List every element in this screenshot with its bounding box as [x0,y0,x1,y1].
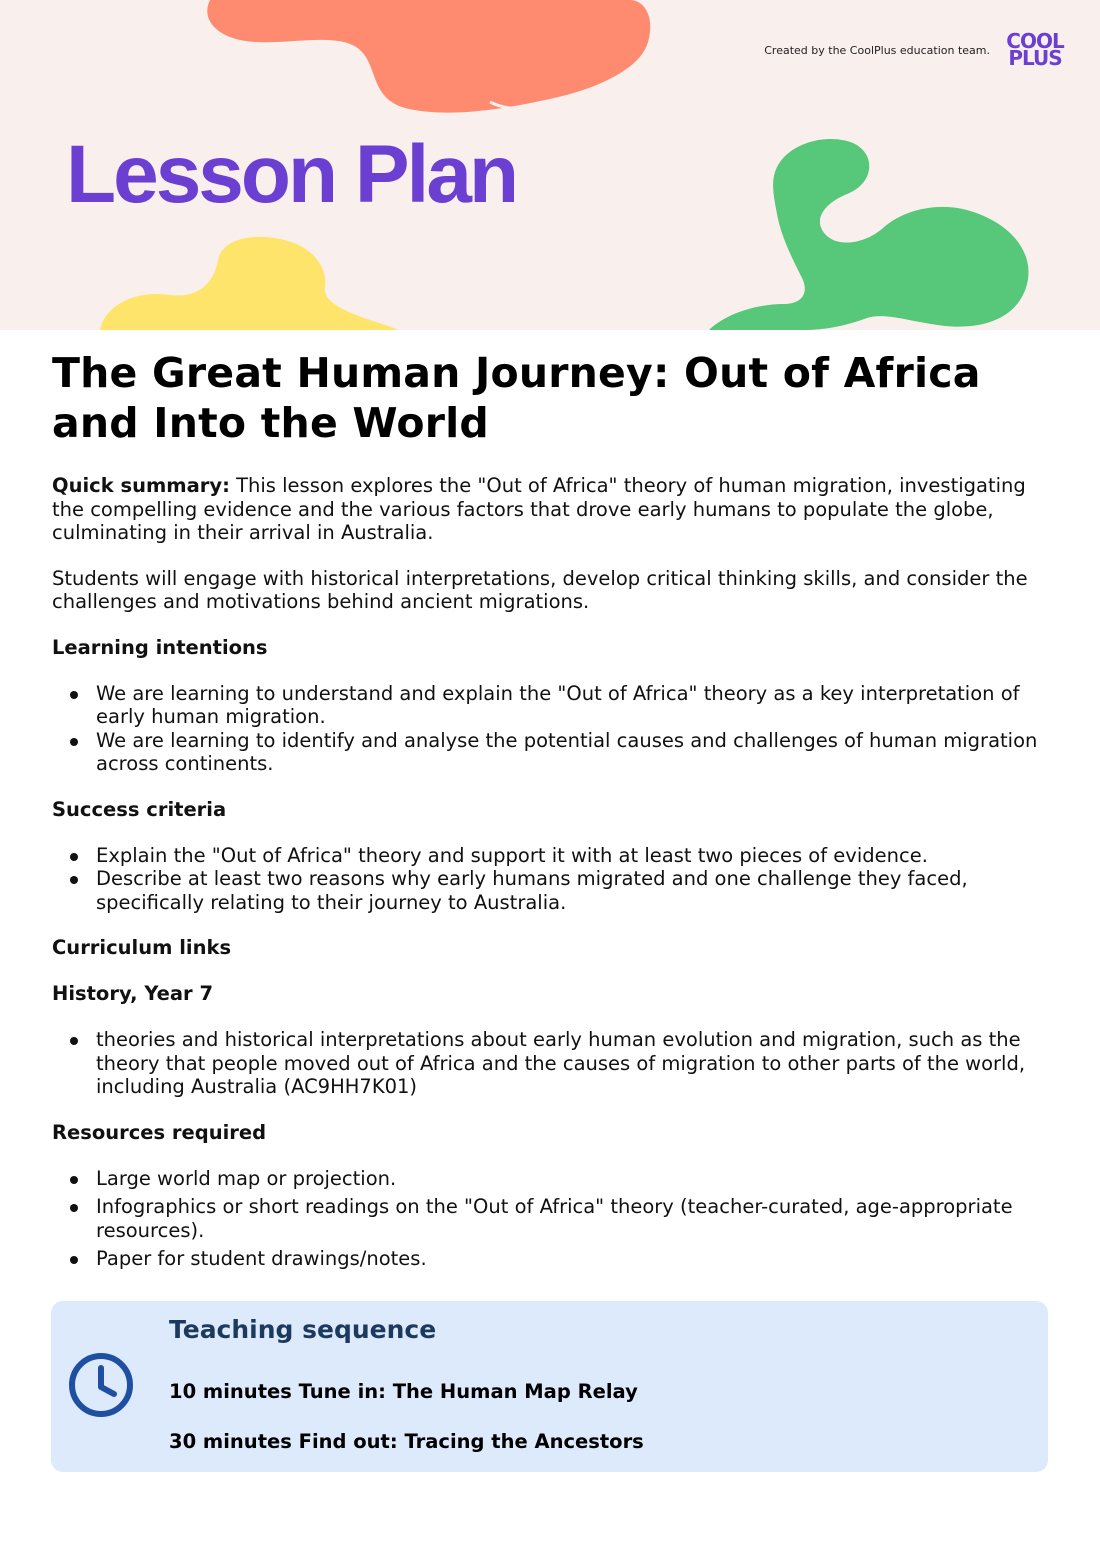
green-paint-blob [705,132,1040,330]
list-item: Infographics or short readings on the "Out of Africa" theory (teacher-curated, age-appropriate resources). [52,1195,1052,1242]
list-item: Explain the "Out of Africa" theory and support it with at least two pieces of evidence. [52,844,1052,868]
teaching-sequence-box [51,1301,1048,1472]
curriculum-links-heading: Curriculum links [52,936,232,959]
coolplus-logo [1003,29,1067,70]
header-banner [0,0,1100,330]
list-item: We are learning to identify and analyse the potential causes and challenges of human migration across continents. [52,729,1052,776]
summary-paragraph: Students will engage with historical interpretations, develop critical thinking skills, and consider the challenges and motivations behind ancient migrations. [52,566,1028,613]
lesson-title: The Great Human Journey: Out of Africa and Into the World [52,349,981,447]
lesson-content [52,348,1052,1276]
list-item: theories and historical interpretations about early human evolution and migration, such as the theory that people moved out of Africa and the causes of migration to other parts of the world, including Australia (AC9HH7K01) [52,1028,1052,1099]
resources-heading: Resources required [52,1120,267,1144]
quick-summary-label: Quick summary: [52,474,230,497]
yellow-paint-blob [100,235,400,330]
success-criteria-list [52,844,1052,915]
list-item: We are learning to understand and explain the "Out of Africa" theory as a key interpretation of early human migration. [52,682,1052,729]
teaching-step-1: 10 minutes Tune in: The Human Map Relay [169,1380,638,1403]
orange-paint-blob [200,0,660,120]
resources-list [52,1167,1052,1271]
learning-intentions-heading: Learning intentions [52,635,268,659]
quick-summary-text: This lesson explores the "Out of Africa" theory of human migration, investigating the compelling evidence and the various factors that drove early humans to populate the globe, culminating in their arrival in Australia. [52,474,1026,544]
teaching-sequence-title: Teaching sequence [169,1315,437,1344]
clock-icon [67,1351,135,1419]
list-item: Describe at least two reasons why early humans migrated and one challenge they faced, specifically relating to their journey to Australia. [52,867,1052,914]
curriculum-list [52,1028,1052,1099]
logo-text-line1: COOL [1006,29,1064,53]
list-item: Large world map or projection. [52,1167,1052,1191]
success-criteria-heading: Success criteria [52,797,227,821]
curriculum-subject-heading: History, Year 7 [52,982,214,1005]
list-item: Paper for student drawings/notes. [52,1247,1052,1271]
credit-text: Created by the CoolPlus education team. [764,44,990,57]
document-type-heading: Lesson Plan [66,129,517,220]
teaching-step-2: 30 minutes Find out: Tracing the Ancestors [169,1430,644,1453]
logo-text-line2: PLUS [1008,46,1062,70]
quick-summary [52,474,1052,545]
learning-intentions-list [52,682,1052,776]
